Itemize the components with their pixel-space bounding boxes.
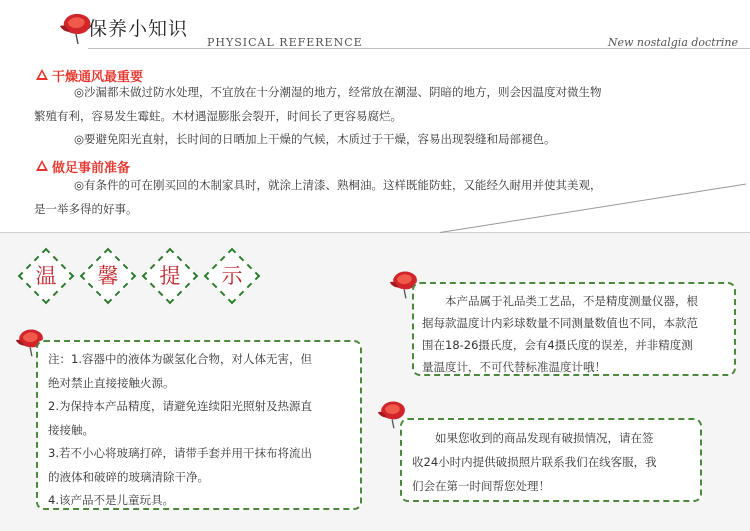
info-line: 量温度计，不可代替标准温度计哦！	[422, 360, 606, 374]
page-title: 保养小知识	[88, 18, 189, 40]
tip-char: 示	[221, 264, 243, 288]
tip-diamond-3	[144, 250, 196, 302]
notice-line: 3.若不小心将玻璃打碎，请带手套并用干抹布将流出	[48, 446, 312, 460]
accuracy-info-box	[412, 282, 736, 376]
notice-line: 4.该产品不是儿童玩具。	[48, 493, 174, 507]
tip-char: 馨	[97, 264, 119, 288]
info-line: 本产品属于礼品类工艺品，不是精度测量仪器，根	[445, 294, 698, 308]
notice-line: 注：1.容器中的液体为碳氢化合物，对人体无害，但	[48, 352, 312, 366]
info-line: 收24小时内提供破损照片联系我们在线客服，我	[412, 455, 657, 469]
paragraph-text: ◎要避免阳光直射，长时间的日晒加上干燥的气候，木质过于干燥，容易出现裂缝和局部褪色。	[74, 132, 556, 146]
tip-char: 温	[35, 264, 57, 288]
tip-diamond-4	[206, 250, 258, 302]
paragraph-text: 是一举多得的好事。	[34, 202, 138, 216]
tip-char: 提	[159, 264, 181, 288]
header-subtitle: PHYSICAL REFERENCE	[207, 36, 363, 49]
warning-triangle-icon	[36, 160, 48, 171]
section-heading-text: 干燥通风最重要	[52, 70, 144, 85]
info-line: 如果您收到的商品发现有破损情况，请在签	[435, 431, 654, 445]
notice-line: 接接触。	[48, 422, 94, 437]
header-script-text: New nostalgia doctrine	[607, 36, 738, 49]
section-heading-text: 做足事前准备	[52, 161, 131, 176]
notice-line: 2.为保持本产品精度，请避免连续阳光照射及热源直	[48, 399, 312, 413]
tip-diamond-2	[82, 250, 134, 302]
notice-box	[36, 340, 362, 510]
damage-service-box	[400, 418, 702, 502]
notice-line: 的液体和破碎的玻璃清除干净。	[48, 469, 209, 484]
info-line: 据每款温度计内彩球数量不同测量数值也不同，本款范	[422, 316, 698, 330]
paragraph-text: ◎有条件的可在刚买回的木制家具时，就涂上清漆、熟桐油。这样既能防蛀，又能经久耐用并使其美观，	[74, 178, 602, 192]
tip-diamond-1	[20, 250, 72, 302]
notice-line: 绝对禁止直接接触火源。	[48, 375, 175, 390]
info-line: 们会在第一时间帮您处理！	[412, 479, 550, 493]
warning-triangle-icon	[36, 69, 48, 80]
paragraph-text: ◎沙漏都未做过防水处理，不宜放在十分潮湿的地方，经常放在潮湿、阴暗的地方，则会因温度对微生物	[74, 85, 602, 99]
info-line: 围在18-26摄氏度，会有4摄氏度的误差，并非精度测	[422, 338, 693, 352]
paragraph-text: 繁殖有利，容易发生霉蛀。木材遇湿膨胀会裂开，时间长了更容易腐烂。	[34, 109, 402, 123]
